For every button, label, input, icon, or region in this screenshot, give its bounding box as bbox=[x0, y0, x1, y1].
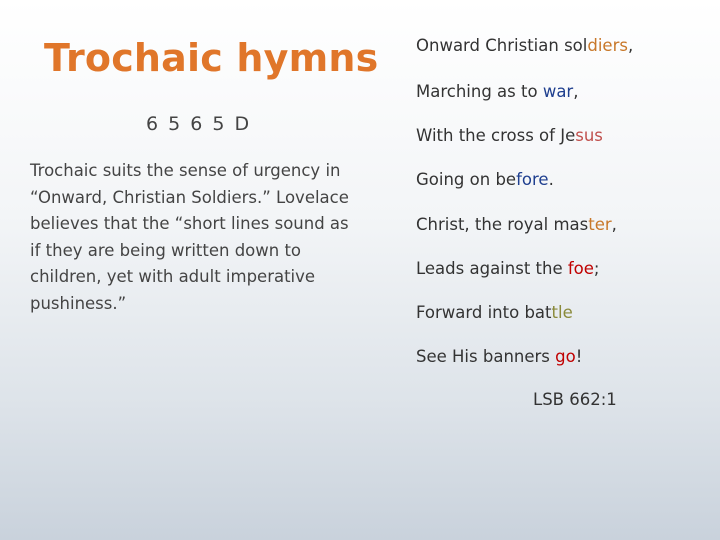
lyric-punct: . bbox=[548, 170, 554, 189]
lyric-line bbox=[416, 347, 582, 366]
lyric-text: Leads against the bbox=[416, 259, 568, 278]
lyric-text: Christ, the royal mas bbox=[416, 215, 589, 234]
lyric-punct: , bbox=[611, 215, 617, 234]
lyric-punct: ; bbox=[593, 259, 600, 278]
lyric-line bbox=[416, 259, 599, 278]
lyric-text: See His banners bbox=[416, 347, 556, 366]
lyric-line bbox=[416, 126, 603, 145]
lyric-stress: diers bbox=[587, 36, 628, 55]
lyric-stress: foe bbox=[567, 259, 594, 278]
lyric-text: Onward Christian sol bbox=[416, 36, 588, 55]
lyric-line bbox=[416, 303, 573, 322]
slide-title: Trochaic hymns bbox=[44, 36, 379, 80]
lyric-punct: , bbox=[627, 36, 634, 55]
lyric-punct: ! bbox=[575, 347, 583, 366]
lyric-line bbox=[416, 36, 633, 55]
hymn-reference: LSB 662:1 bbox=[533, 390, 617, 409]
lyric-text: With the cross of Je bbox=[416, 126, 576, 145]
lyric-stress: go bbox=[555, 347, 576, 366]
lyric-text: Marching as to bbox=[416, 82, 543, 101]
lyric-stress: ter bbox=[588, 215, 612, 234]
lyric-punct: , bbox=[573, 82, 579, 101]
lyric-stress: sus bbox=[575, 126, 603, 145]
lyric-stress: tle bbox=[551, 303, 573, 322]
lyric-text: Forward into bat bbox=[416, 303, 552, 322]
lyric-line bbox=[416, 82, 578, 101]
lyric-line bbox=[416, 170, 554, 189]
meter-label: 6 5 6 5 D bbox=[146, 113, 250, 135]
lyric-text: Going on be bbox=[416, 170, 517, 189]
description-text: Trochaic suits the sense of urgency in “Onward, Christian Soldiers.” Lovelace believes that the “short lines sound as if they are being written down to children, yet with adult imperative pushiness.” bbox=[30, 161, 349, 313]
lyric-stress: war bbox=[542, 82, 574, 101]
lyric-line bbox=[416, 215, 617, 234]
lyric-stress: fore bbox=[516, 170, 549, 189]
